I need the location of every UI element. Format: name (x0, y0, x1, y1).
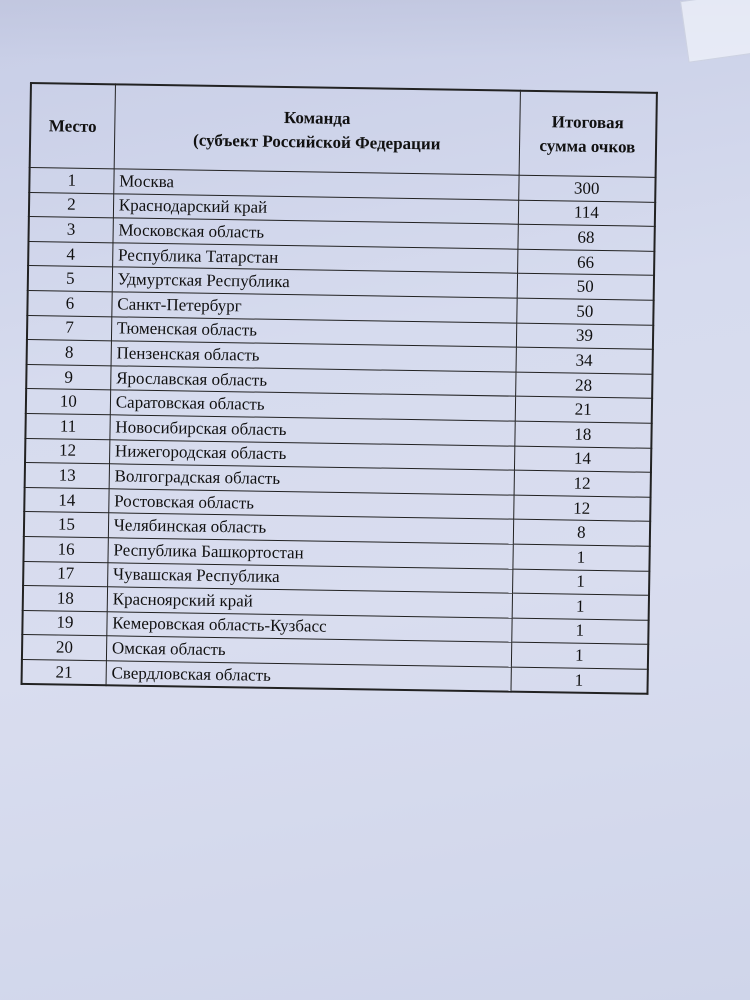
score-cell: 50 (516, 298, 653, 325)
place-cell: 5 (28, 266, 113, 292)
place-cell: 21 (22, 659, 107, 685)
score-cell: 12 (513, 495, 650, 522)
team-cell: Москва (114, 169, 519, 200)
team-cell: Омская область (106, 636, 511, 667)
score-cell: 1 (511, 642, 648, 669)
team-cell: Саратовская область (110, 390, 515, 421)
place-cell: 11 (25, 413, 110, 439)
results-table-body (22, 168, 656, 695)
header-place-label: Место (48, 115, 97, 136)
team-cell: Ярославская область (110, 366, 515, 397)
place-cell: 20 (22, 635, 107, 661)
place-cell: 6 (27, 290, 112, 316)
score-cell: 1 (512, 569, 649, 596)
place-cell: 12 (25, 438, 110, 464)
team-cell: Красноярский край (107, 587, 512, 618)
header-score (519, 91, 657, 178)
team-cell: Удмуртская Республика (112, 267, 517, 298)
place-cell: 14 (24, 487, 109, 513)
score-cell: 1 (511, 667, 648, 694)
place-cell: 3 (28, 217, 113, 243)
score-cell: 21 (515, 397, 652, 424)
place-cell: 18 (23, 586, 108, 612)
place-cell: 13 (25, 463, 110, 489)
score-cell: 34 (516, 347, 653, 374)
team-cell: Республика Татарстан (112, 243, 517, 274)
score-cell: 12 (514, 470, 651, 497)
team-cell: Пензенская область (111, 341, 516, 372)
team-cell: Тюменская область (111, 316, 516, 347)
place-cell: 19 (22, 610, 107, 636)
header-score-line1: Итоговая (551, 111, 624, 132)
header-row (30, 83, 657, 177)
place-cell: 8 (27, 340, 112, 366)
place-cell: 2 (29, 192, 114, 218)
score-cell: 114 (518, 200, 655, 227)
paper-background-shade (0, 0, 750, 60)
team-cell: Нижегородская область (109, 439, 514, 470)
score-cell: 66 (517, 249, 654, 276)
score-cell: 39 (516, 323, 653, 350)
header-score-line2: сумма очков (539, 135, 636, 157)
header-team (114, 84, 520, 175)
team-cell: Челябинская область (108, 513, 513, 544)
team-cell: Московская область (113, 218, 518, 249)
place-cell: 4 (28, 241, 113, 267)
score-cell: 1 (511, 618, 648, 645)
score-cell: 1 (513, 544, 650, 571)
team-cell: Ростовская область (109, 489, 514, 520)
place-cell: 1 (29, 168, 114, 194)
results-table (21, 82, 658, 695)
team-cell: Кемеровская область-Кузбасс (107, 611, 512, 642)
header-team-line1: Команда (283, 107, 351, 128)
place-cell: 7 (27, 315, 112, 341)
place-cell: 10 (26, 389, 111, 415)
score-cell: 14 (514, 446, 651, 473)
score-cell: 68 (518, 224, 655, 251)
score-cell: 1 (512, 593, 649, 620)
score-cell: 300 (518, 175, 655, 202)
header-team-line2: (субъект Российской Федерации (192, 130, 441, 153)
place-cell: 9 (26, 364, 111, 390)
team-cell: Чувашская Республика (107, 562, 512, 593)
place-cell: 17 (23, 561, 108, 587)
score-cell: 18 (515, 421, 652, 448)
score-cell: 28 (515, 372, 652, 399)
team-cell: Новосибирская область (110, 415, 515, 446)
results-table-head (30, 83, 657, 177)
team-cell: Республика Башкортостан (108, 538, 513, 569)
team-cell: Волгоградская область (109, 464, 514, 495)
place-cell: 16 (23, 536, 108, 562)
header-place (30, 83, 116, 169)
place-cell: 15 (24, 512, 109, 538)
results-table-container (21, 82, 670, 695)
score-cell: 8 (513, 519, 650, 546)
adhesive-tape (680, 0, 750, 63)
team-cell: Свердловская область (106, 661, 511, 692)
score-cell: 50 (517, 274, 654, 301)
team-cell: Санкт-Петербург (112, 292, 517, 323)
team-cell: Краснодарский край (113, 193, 518, 224)
